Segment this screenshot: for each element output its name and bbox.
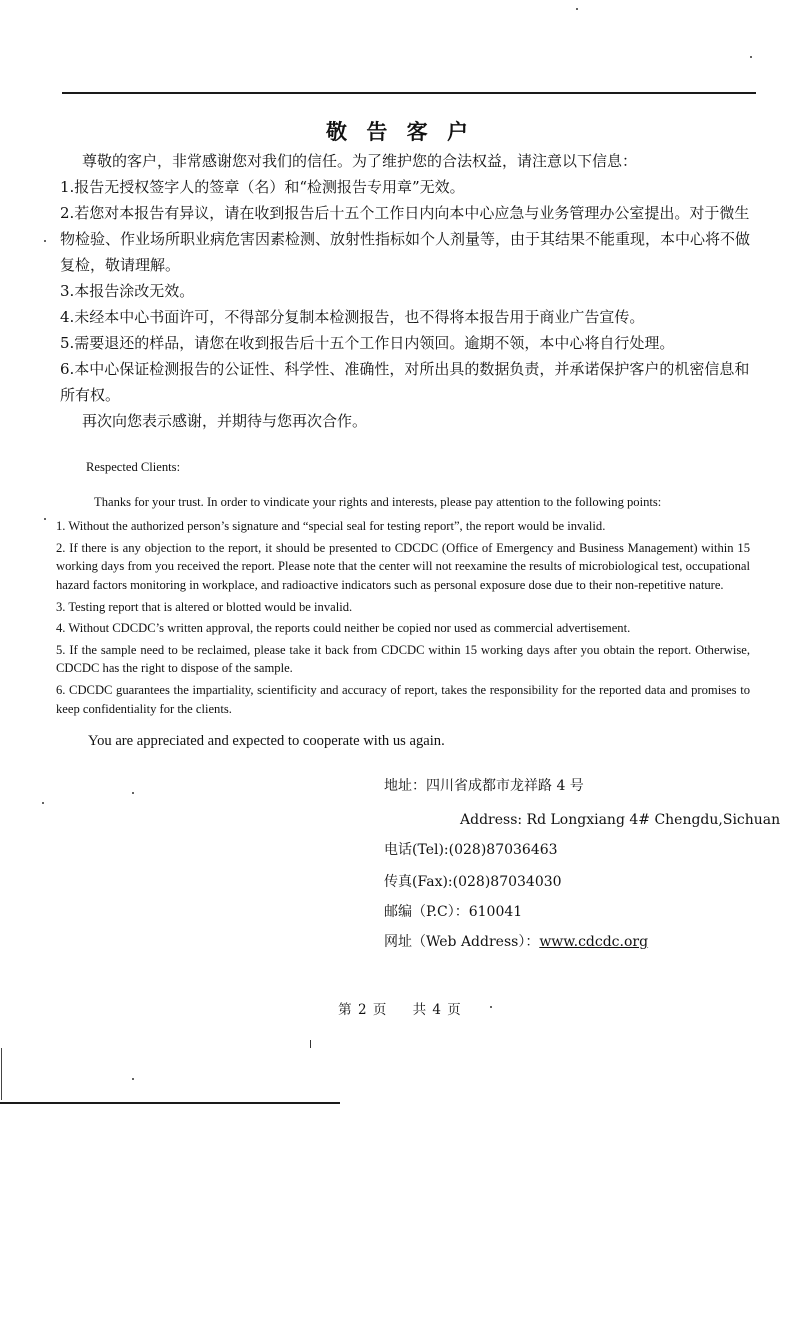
- zh-closing: 再次向您表示感谢，并期待与您再次合作。: [82, 412, 368, 430]
- page-total: 共 4 页: [412, 1002, 462, 1018]
- fax: 传真(Fax):(028)87034030: [384, 874, 562, 890]
- website: [384, 932, 648, 952]
- english-notice: [56, 458, 750, 751]
- page-title: 敬 告 客 户: [326, 119, 474, 144]
- page-number: 第 2 页: [338, 1002, 388, 1018]
- scan-speck: [490, 1006, 492, 1008]
- zh-item-6: 6.本中心保证检测报告的公证性、科学性、准确性，对所出具的数据负责，并承诺保护客户的机密信息和所有权。: [60, 360, 750, 404]
- en-item-3: 3. Testing report that is altered or blotted would be invalid.: [56, 599, 353, 614]
- scan-edge-mark: [1, 1048, 2, 1100]
- en-item-4: 4. Without CDCDC’s written approval, the reports could neither be copied nor used as commercial advertisement.: [56, 621, 631, 636]
- en-item-2: 2. If there is any objection to the report, it should be presented to CDCDC (Office of Emergency and Business Management) within 15 working days from you received the report. Please note that the center will not reexamine the results of microbiological test, occupational hazard factors monitoring in workplace, and radioactive indicators such as personal exposure dose due to their non-repetitive nature.: [56, 540, 750, 592]
- top-rule: [62, 92, 756, 94]
- scan-mark: [310, 1040, 311, 1048]
- scan-speck: [750, 56, 752, 58]
- zh-item-2: 2.若您对本报告有异议，请在收到报告后十五个工作日内向本中心应急与业务管理办公室提出。对于微生物检验、作业场所职业病危害因素检测、放射性指标如个人剂量等，由于其结果不能重现，本中心将不做复检，敬请理解。: [60, 204, 751, 274]
- scan-speck: [44, 240, 46, 242]
- zh-greeting: 尊敬的客户，非常感谢您对我们的信任。为了维护您的合法权益，请注意以下信息：: [82, 152, 638, 170]
- scan-speck: [132, 792, 134, 794]
- scan-speck: [576, 8, 578, 10]
- zh-item-3: 3.本报告涂改无效。: [60, 282, 195, 300]
- chinese-notice: [60, 148, 754, 434]
- scan-speck: [42, 802, 44, 804]
- address-en: Address: Rd Longxiang 4# Chengdu,Sichuan: [460, 812, 781, 828]
- zh-item-4: 4.未经本中心书面许可，不得部分复制本检测报告，也不得将本报告用于商业广告宣传。: [60, 308, 645, 326]
- website-label: 网址（Web Address）：: [384, 934, 540, 950]
- en-intro: Thanks for your trust. In order to vindicate your rights and interests, please pay attention to the following points:: [94, 494, 662, 509]
- page-footer: [0, 998, 800, 1018]
- scan-speck: [132, 1078, 134, 1080]
- scan-speck: [44, 518, 46, 520]
- website-link[interactable]: www.cdcdc.org: [539, 934, 649, 950]
- en-item-5: 5. If the sample need to be reclaimed, please take it back from CDCDC within 15 working days after you obtain the report. Otherwise, CDCDC has the right to dispose of the sample.: [56, 642, 750, 676]
- en-closing: You are appreciated and expected to cooperate with us again.: [88, 733, 445, 750]
- en-greeting: Respected Clients:: [86, 460, 181, 474]
- bottom-rule: [0, 1102, 340, 1104]
- en-item-1: 1. Without the authorized person’s signature and “special seal for testing report”, the report would be invalid.: [56, 519, 606, 534]
- zh-item-5: 5.需要退还的样品，请您在收到报告后十五个工作日内领回。逾期不领，本中心将自行处理。: [60, 334, 675, 352]
- en-item-6: 6. CDCDC guarantees the impartiality, scientificity and accuracy of report, takes the responsibility for the reported data and promises to keep confidentiality for the clients.: [56, 682, 750, 716]
- address-zh: 地址：四川省成都市龙祥路 4 号: [384, 778, 584, 794]
- telephone: 电话(Tel):(028)87036463: [384, 842, 558, 858]
- postcode: 邮编（P.C）：610041: [384, 904, 523, 920]
- zh-item-1: 1.报告无授权签字人的签章（名）和“检测报告专用章”无效。: [60, 178, 465, 196]
